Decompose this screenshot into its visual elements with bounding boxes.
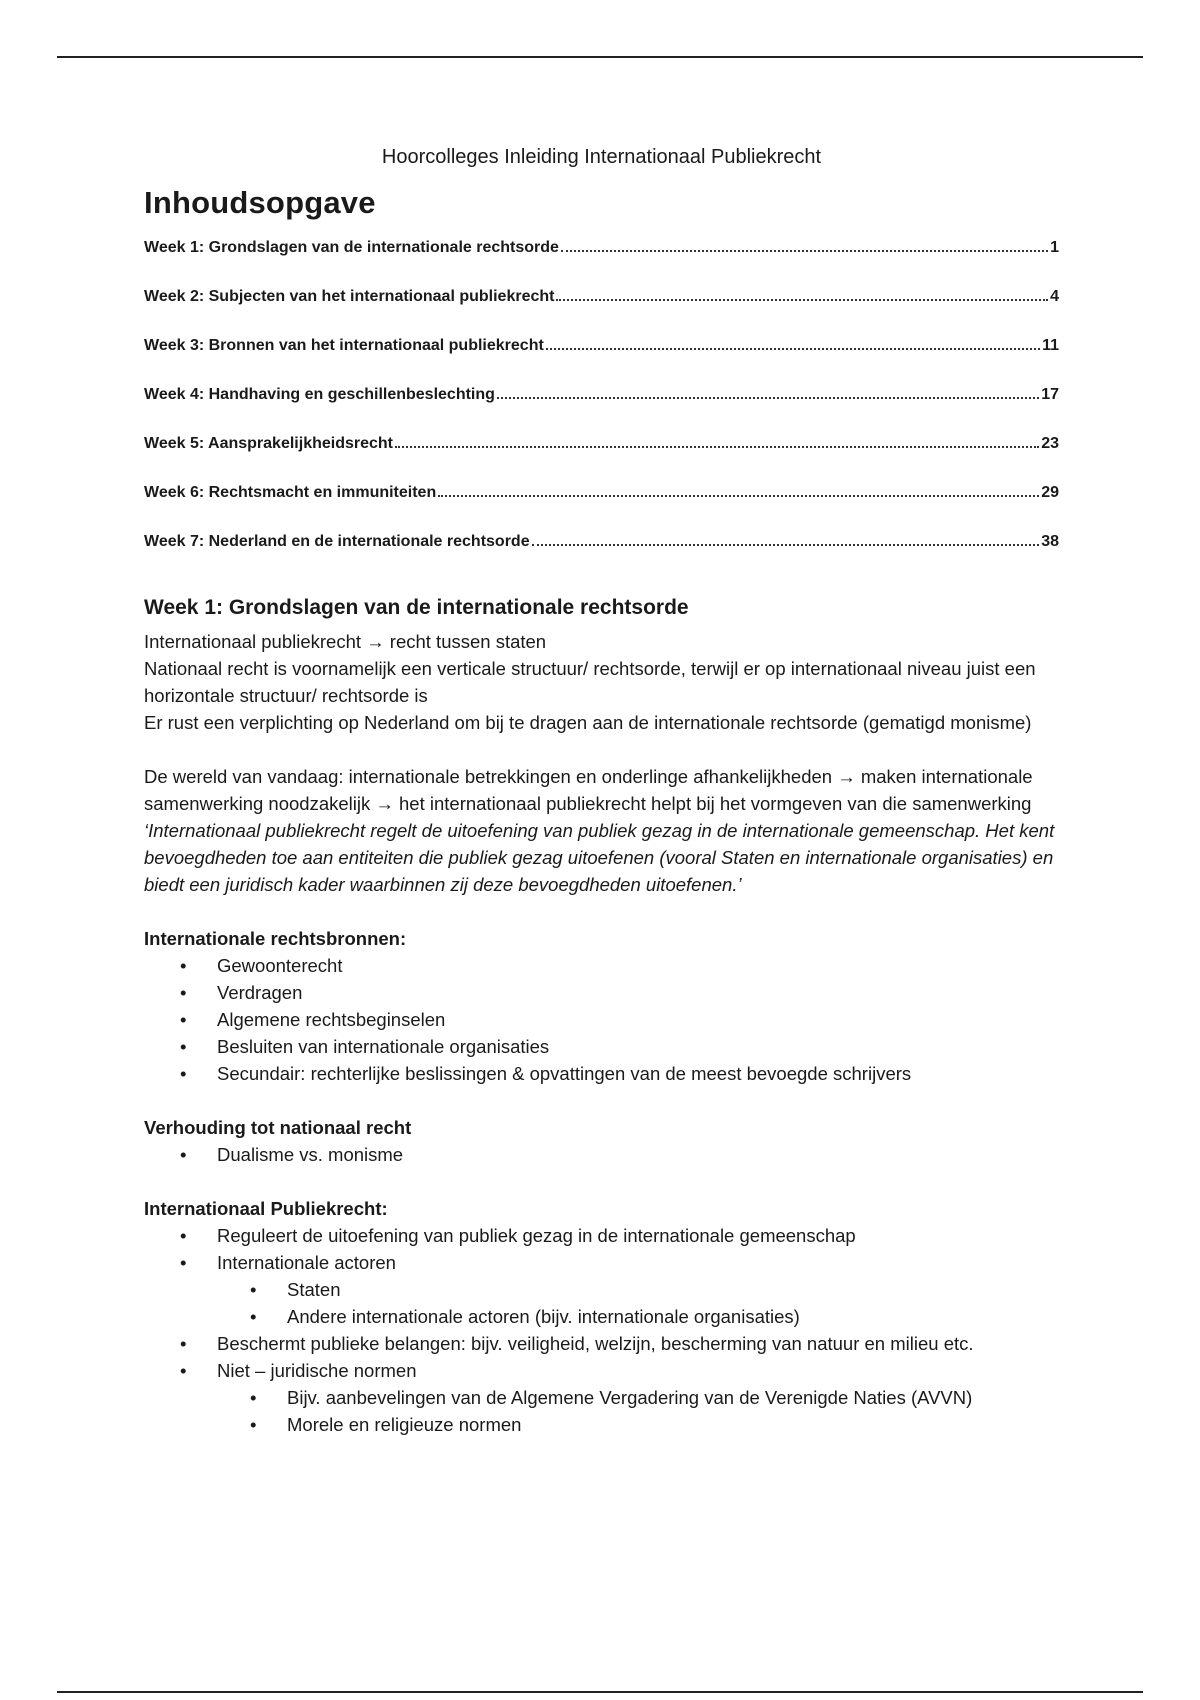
spacer xyxy=(144,898,1059,925)
toc-entry-week-6[interactable] xyxy=(144,484,1059,533)
list-item: • Verdragen xyxy=(144,979,1059,1006)
legal-sources-list xyxy=(144,952,1059,1087)
sub-list-item: • Bijv. aanbevelingen van de Algemene Vergadering van de Verenigde Naties (AVVN) xyxy=(144,1384,1059,1411)
toc-entry-week-5[interactable] xyxy=(144,435,1059,484)
page-content xyxy=(144,140,1059,1438)
toc-leader-dots xyxy=(497,397,1039,399)
toc-page-number: 29 xyxy=(1041,484,1059,501)
toc-leader-dots xyxy=(438,495,1039,497)
toc-entry-title: Week 3: Bronnen van het internationaal publiekrecht xyxy=(144,337,544,354)
toc-entry-title: Week 7: Nederland en de internationale rechtsorde xyxy=(144,533,530,550)
sub-list-item: • Andere internationale actoren (bijv. internationale organisaties) xyxy=(144,1303,1059,1330)
toc-page-number: 23 xyxy=(1041,435,1059,452)
toc-entry-title: Week 1: Grondslagen van de internationale rechtsorde xyxy=(144,239,559,256)
list-item: • Reguleert de uitoefening van publiek gezag in de internationale gemeenschap xyxy=(144,1222,1059,1249)
table-of-contents xyxy=(144,239,1059,582)
section-heading-week-1: Week 1: Grondslagen van de internationale rechtsorde xyxy=(144,596,689,619)
toc-page-number: 17 xyxy=(1041,386,1059,403)
definition-quote: ‘Internationaal publiekrecht regelt de uitoefening van publiek gezag in de internationale gemeenschap. Het kent bevoegdheden toe aan entiteiten die publiek gezag uitoefenen (vooral Staten en internationale organisaties) en biedt een juridisch kader waarbinnen zij deze bevoegdheden uitoefenen.’ xyxy=(144,820,1055,895)
paragraph: Internationaal publiekrecht → recht tussen staten xyxy=(144,631,547,652)
toc-heading: Inhoudsopgave xyxy=(144,185,376,220)
toc-entry-week-7[interactable] xyxy=(144,533,1059,582)
toc-page-number: 4 xyxy=(1050,288,1059,305)
toc-entry-title: Week 5: Aansprakelijkheidsrecht xyxy=(144,435,393,452)
public-international-law-list xyxy=(144,1222,1059,1438)
toc-page-number: 11 xyxy=(1042,337,1059,354)
subheading-public-international-law: Internationaal Publiekrecht: xyxy=(144,1198,388,1219)
toc-entry-week-2[interactable] xyxy=(144,288,1059,337)
toc-page-number: 38 xyxy=(1041,533,1059,550)
paragraph: De wereld van vandaag: internationale betrekkingen en onderlinge afhankelijkheden → maken internationale samenwerking noodzakelijk → het internationaal publiekrecht helpt bij het vormgeven van die samenwerking xyxy=(144,766,1033,814)
sub-list-item: • Morele en religieuze normen xyxy=(144,1411,1059,1438)
header-rule xyxy=(57,56,1143,58)
paragraph: Er rust een verplichting op Nederland om bij te dragen aan de internationale rechtsorde (gematigd monisme) xyxy=(144,712,1032,733)
footer-rule xyxy=(57,1691,1143,1693)
document-title: Hoorcolleges Inleiding Internationaal Publiekrecht xyxy=(381,146,822,168)
paragraph: Nationaal recht is voornamelijk een verticale structuur/ rechtsorde, terwijl er op internationaal niveau juist een horizontale structuur/ rechtsorde is xyxy=(144,658,1036,706)
toc-entry-week-3[interactable] xyxy=(144,337,1059,386)
list-item-text: Internationale actoren xyxy=(217,1252,396,1273)
relation-list xyxy=(144,1141,1059,1168)
spacer xyxy=(144,1087,1059,1114)
toc-entry-title: Week 6: Rechtsmacht en immuniteiten xyxy=(144,484,437,501)
list-item: • Gewoonterecht xyxy=(144,952,1059,979)
toc-leader-dots xyxy=(546,348,1040,350)
toc-leader-dots xyxy=(561,250,1048,252)
toc-leader-dots xyxy=(532,544,1040,546)
toc-entry-week-4[interactable] xyxy=(144,386,1059,435)
subheading-relation-national-law: Verhouding tot nationaal recht xyxy=(144,1117,412,1138)
list-item: • Algemene rechtsbeginselen xyxy=(144,1006,1059,1033)
sub-list xyxy=(217,1384,1059,1438)
list-item: • Beschermt publieke belangen: bijv. veiligheid, welzijn, bescherming van natuur en milieu etc. xyxy=(144,1330,1059,1357)
toc-leader-dots xyxy=(556,299,1048,301)
toc-entry-title: Week 2: Subjecten van het internationaal publiekrecht xyxy=(144,288,555,305)
toc-entry-title: Week 4: Handhaving en geschillenbeslechting xyxy=(144,386,495,403)
spacer xyxy=(144,736,1059,763)
list-item-text: Niet – juridische normen xyxy=(217,1360,417,1381)
toc-leader-dots xyxy=(395,446,1039,448)
list-item: • Besluiten van internationale organisaties xyxy=(144,1033,1059,1060)
toc-page-number: 1 xyxy=(1050,239,1059,256)
list-item: • Secundair: rechterlijke beslissingen & opvattingen van de meest bevoegde schrijvers xyxy=(144,1060,1059,1087)
subheading-legal-sources: Internationale rechtsbronnen: xyxy=(144,928,407,949)
toc-entry-week-1[interactable] xyxy=(144,239,1059,288)
sub-list-item: • Staten xyxy=(144,1276,1059,1303)
spacer xyxy=(144,1168,1059,1195)
sub-list xyxy=(217,1276,1059,1330)
list-item: • Dualisme vs. monisme xyxy=(144,1141,1059,1168)
list-item xyxy=(144,1357,1059,1438)
list-item xyxy=(144,1249,1059,1330)
